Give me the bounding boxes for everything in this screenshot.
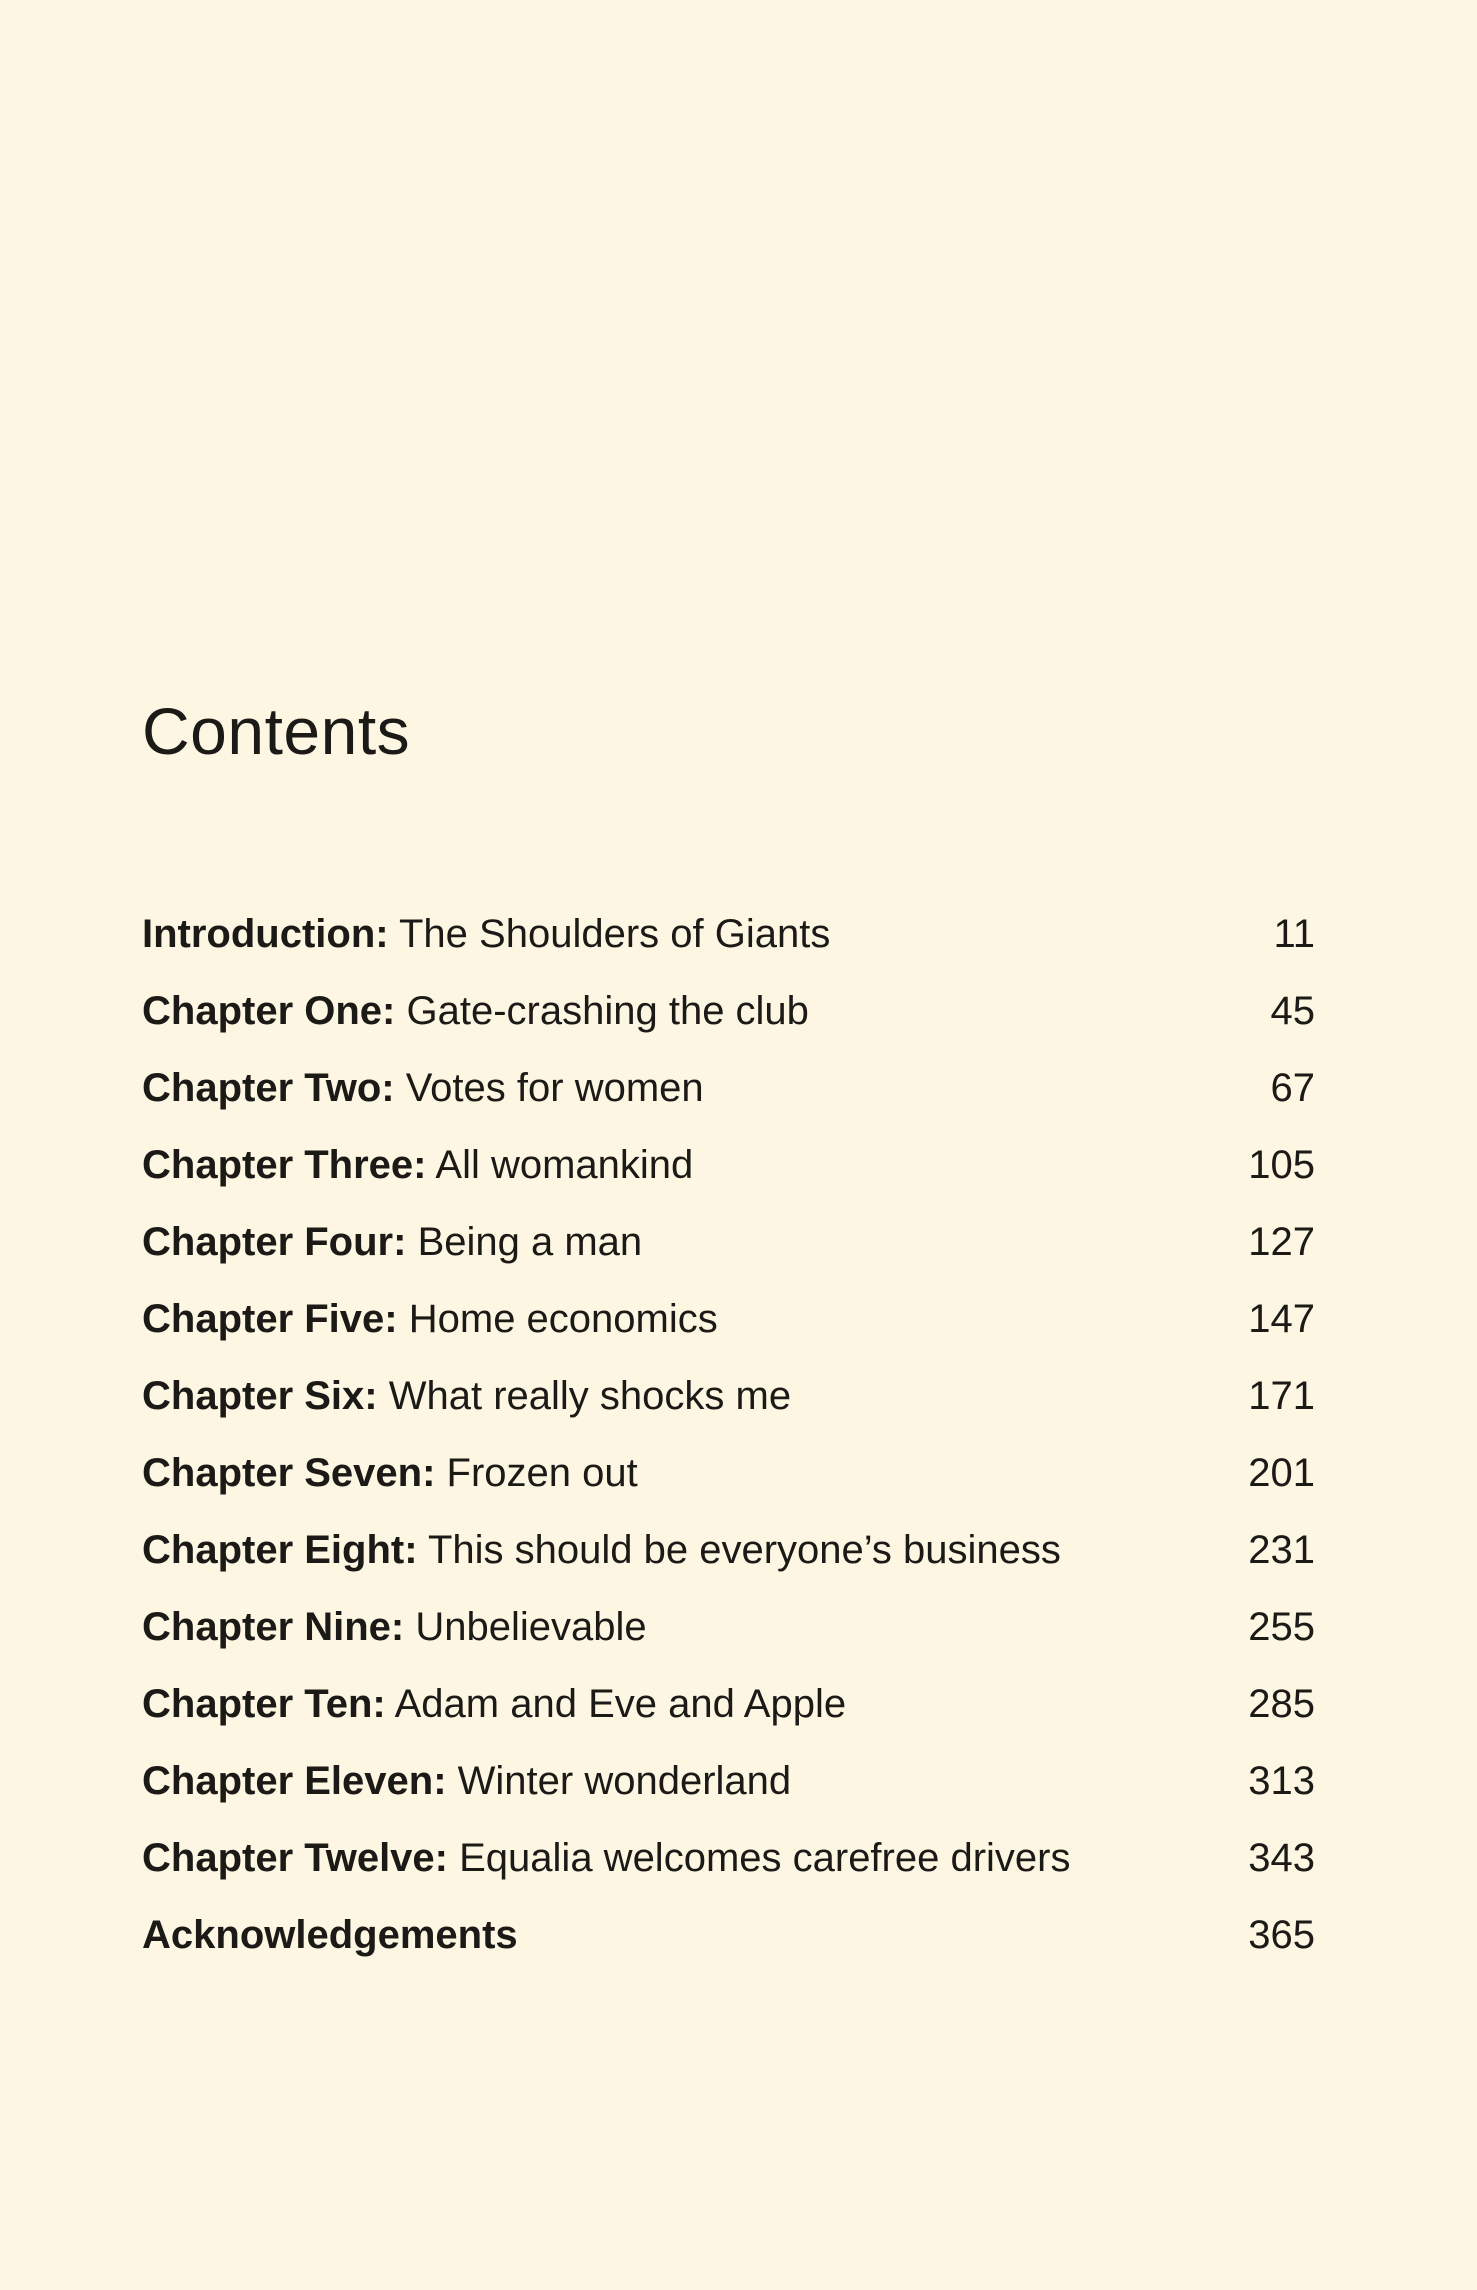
toc-entry-text bbox=[142, 1290, 1195, 1348]
toc-page-number: 147 bbox=[1248, 1297, 1315, 1341]
toc-entry-title: Equalia welcomes carefree drivers bbox=[459, 1836, 1071, 1880]
toc-page-number: 171 bbox=[1248, 1374, 1315, 1418]
toc-entry-label: Chapter Twelve: bbox=[142, 1836, 448, 1880]
toc-entry-title: Votes for women bbox=[405, 1066, 704, 1110]
toc-entry-chapter-eleven bbox=[142, 1752, 1315, 1829]
toc-page-number: 105 bbox=[1248, 1143, 1315, 1187]
toc-entry-title: Frozen out bbox=[446, 1451, 638, 1495]
toc-entry-title: Winter wonderland bbox=[457, 1759, 792, 1803]
toc-entry-text bbox=[142, 1367, 1195, 1425]
toc-entry-introduction bbox=[142, 905, 1315, 982]
toc-entry-chapter-two bbox=[142, 1059, 1315, 1136]
toc-entry-label: Chapter Nine: bbox=[142, 1605, 405, 1649]
toc-entry-title: This should be everyone’s business bbox=[427, 1528, 1061, 1572]
toc-entry-text bbox=[142, 1059, 1195, 1117]
toc-entry-label: Chapter Three: bbox=[142, 1143, 427, 1187]
toc-entry-acknowledgements bbox=[142, 1906, 1315, 1983]
toc-entry-text bbox=[142, 1829, 1195, 1887]
toc-page-number: 127 bbox=[1248, 1220, 1315, 1264]
toc-entry-chapter-five bbox=[142, 1290, 1315, 1367]
toc-entry-text bbox=[142, 905, 1195, 963]
toc-entry-label: Chapter One: bbox=[142, 989, 396, 1033]
toc-entry-chapter-one bbox=[142, 982, 1315, 1059]
toc-entry-chapter-four bbox=[142, 1213, 1315, 1290]
table-of-contents bbox=[142, 905, 1315, 1983]
toc-entry-label: Chapter Eight: bbox=[142, 1528, 418, 1572]
toc-entry-chapter-twelve bbox=[142, 1829, 1315, 1906]
toc-page-number: 285 bbox=[1248, 1682, 1315, 1726]
toc-entry-title: Unbelievable bbox=[415, 1605, 647, 1649]
toc-entry-title: Gate-crashing the club bbox=[406, 989, 809, 1033]
toc-entry-chapter-eight bbox=[142, 1521, 1315, 1598]
toc-entry-chapter-three bbox=[142, 1136, 1315, 1213]
toc-entry-title: The Shoulders of Giants bbox=[399, 912, 831, 956]
toc-entry-text bbox=[142, 1598, 1195, 1656]
toc-entry-label: Chapter Ten: bbox=[142, 1682, 386, 1726]
toc-entry-title: What really shocks me bbox=[388, 1374, 792, 1418]
toc-entry-label: Acknowledgements bbox=[142, 1913, 518, 1957]
contents-heading: Contents bbox=[142, 694, 411, 768]
toc-page-number: 343 bbox=[1248, 1836, 1315, 1880]
toc-entry-label: Chapter Five: bbox=[142, 1297, 398, 1341]
toc-page-number: 365 bbox=[1248, 1913, 1315, 1957]
toc-entry-chapter-seven bbox=[142, 1444, 1315, 1521]
toc-entry-text bbox=[142, 1136, 1195, 1194]
toc-entry-label: Chapter Six: bbox=[142, 1374, 378, 1418]
toc-entry-text bbox=[142, 1752, 1195, 1810]
toc-page-number: 67 bbox=[1270, 1066, 1315, 1110]
toc-entry-label: Chapter Seven: bbox=[142, 1451, 436, 1495]
toc-entry-chapter-nine bbox=[142, 1598, 1315, 1675]
toc-entry-label: Chapter Two: bbox=[142, 1066, 395, 1110]
toc-page-number: 231 bbox=[1248, 1528, 1315, 1572]
toc-entry-text bbox=[142, 1213, 1195, 1271]
toc-entry-label: Chapter Eleven: bbox=[142, 1759, 447, 1803]
toc-entry-text bbox=[142, 982, 1195, 1040]
toc-entry-label: Chapter Four: bbox=[142, 1220, 407, 1264]
toc-entry-text bbox=[142, 1675, 1195, 1733]
toc-page-number: 11 bbox=[1273, 912, 1315, 956]
toc-page-number: 255 bbox=[1248, 1605, 1315, 1649]
toc-entry-chapter-ten bbox=[142, 1675, 1315, 1752]
toc-entry-title: Home economics bbox=[408, 1297, 718, 1341]
toc-entry-text bbox=[142, 1444, 1195, 1502]
toc-entry-title: Adam and Eve and Apple bbox=[394, 1682, 847, 1726]
toc-entry-text bbox=[142, 1521, 1195, 1579]
toc-page-number: 201 bbox=[1248, 1451, 1315, 1495]
toc-entry-title: All womankind bbox=[435, 1143, 694, 1187]
toc-entry-chapter-six bbox=[142, 1367, 1315, 1444]
toc-page-number: 45 bbox=[1270, 989, 1315, 1033]
toc-entry-title: Being a man bbox=[417, 1220, 643, 1264]
toc-entry-text bbox=[142, 1906, 1195, 1964]
toc-entry-label: Introduction: bbox=[142, 912, 389, 956]
toc-page-number: 313 bbox=[1248, 1759, 1315, 1803]
